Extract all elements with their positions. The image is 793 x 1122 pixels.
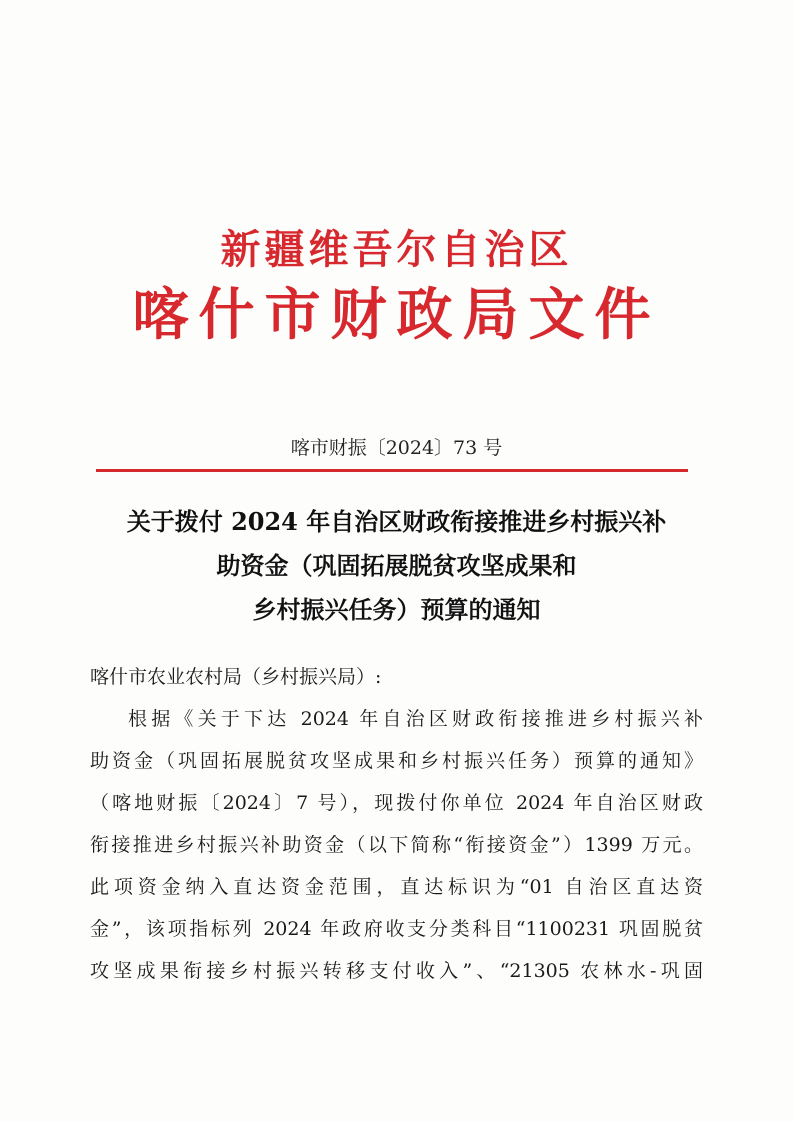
body-line: （喀地财振〔2024〕7 号），现拨付你单位 2024 年自治区财政 (90, 792, 703, 814)
salutation: 喀什市农业农村局（乡村振兴局）: (90, 666, 382, 688)
body-line: 攻坚成果衔接乡村振兴转移支付收入”、“21305 农林水-巩固 (90, 960, 703, 982)
body-line: 此项资金纳入直达资金范围，直达标识为“01 自治区直达资 (90, 876, 703, 898)
issuer-agency-header: 喀什市财政局文件 (132, 282, 661, 348)
issuer-region: 新疆维吾尔自治区 (220, 226, 573, 273)
title-line: 关于拨付 2024 年自治区财政衔接推进乡村振兴补 (126, 507, 667, 536)
title-line: 助资金（巩固拓展脱贫攻坚成果和 (216, 551, 577, 580)
body-line: 助资金（巩固拓展脱贫攻坚成果和乡村振兴任务）预算的通知》 (90, 750, 703, 772)
red-divider-rule (96, 469, 688, 472)
body-line: 根据《关于下达 2024 年自治区财政衔接推进乡村振兴补 (128, 708, 703, 730)
document-number: 喀市财振〔2024〕73 号 (290, 437, 503, 459)
body-line: 衔接推进乡村振兴补助资金（以下简称“衔接资金”）1399 万元。 (90, 834, 703, 856)
title-line: 乡村振兴任务）预算的通知 (252, 595, 541, 624)
body-line: 金”，该项指标列 2024 年政府收支分类科目“1100231 巩固脱贫 (90, 918, 703, 940)
document-body (90, 656, 703, 992)
document-title (90, 500, 703, 632)
